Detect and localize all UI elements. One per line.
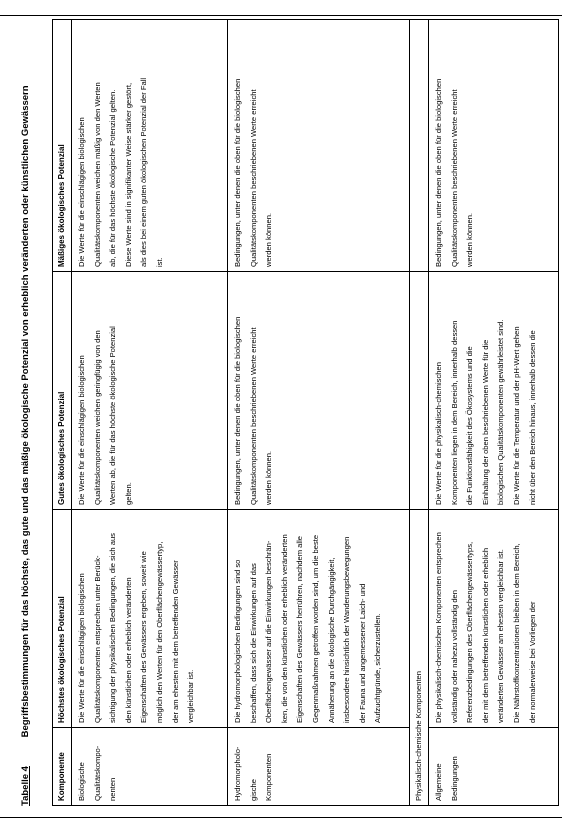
section-row — [410, 20, 429, 806]
cell-good: Die Werte für die physikalisch-chemischen Komponenten liegen in dem Bereich, innerhalb dessen die Funktionsfähigkeit des Ökosystems und die Einhaltung der oben beschriebenen Werte für die biologischen Qualitätskomponenten gewährleistet sind. Die Werte für die Temperatur und der pH-Wert gehen nicht über den Bereich hinaus, innerhalb dessen die — [429, 272, 559, 510]
cell-highest: Die hydromorphologischen Bedingungen sind so beschaffen, dass sich die Einwirkungen auf das Oberflächengewässer auf die Einwirkungen beschrän- ken, die von den künstlichen oder erheblich veränderten Eigenschaften des Gewässers herrühren, nachdem alle Gegenmaßnahmen getroffen worden sind, um die beste Annäherung an die ökologische Durchgängigkeit, insbesondere hinsichtlich der Wanderungsbewegungen der Fauna und angemessener Laich- und Aufzuchtgründe, sicherzustellen. — [228, 510, 410, 728]
cell-component: Biologische Qualitätskompo- nenten — [72, 728, 228, 806]
header-highest: Höchstes ökologisches Potenzial — [53, 510, 72, 728]
cell-highest: Die physikalisch-chemischen Komponenten entsprechen vollständig oder nahezu vollständig den Referenzbedingungen des Oberflächengewässertyps, der mit dem betreffenden künstlichen oder erheblich veränderten Gewässer am ehesten vergleichbar ist. Die Nährstoffkonzentrationen bleiben in dem Bereich, der normalerweise bei Vorliegen der — [429, 510, 559, 728]
cell-moderate: Bedingungen, unter denen die oben für die biologischen Qualitätskomponenten beschriebenen Werte erreicht werden können. — [429, 20, 559, 272]
table-row — [72, 20, 228, 806]
cell-component: Hydromorpholo- gische Komponenten — [228, 728, 410, 806]
cell-good: Die Werte für die einschlägigen biologischen Qualitätskomponenten weichen geringfügig von den Werten ab, die für das höchste ökologische Potenzial gelten. — [72, 272, 228, 510]
section-spacer — [410, 272, 429, 510]
cell-moderate: Bedingungen, unter denen die oben für die biologischen Qualitätskomponenten beschriebenen Werte erreicht werden können. — [228, 20, 410, 272]
header-row — [53, 20, 72, 806]
header-moderate: Mäßiges ökologisches Potenzial — [53, 20, 72, 272]
table-caption — [20, 46, 31, 806]
cell-component: Allgemeine Bedingungen — [429, 728, 559, 806]
page-frame-left — [0, 817, 562, 818]
cell-moderate: Die Werte für die einschlägigen biologischen Qualitätskomponenten weichen mäßig von den Werten ab, die für das höchste ökologische Potenzial gelten. Diese Werte sind in signifikanter Weise stärker gestört, als dies bei einem guten ökologischen Potenzial der Fall ist. — [72, 20, 228, 272]
table-row — [228, 20, 410, 806]
cell-good: Bedingungen, unter denen die oben für die biologischen Qualitätskomponenten beschriebenen Werte erreicht werden können. — [228, 272, 410, 510]
table-row — [429, 20, 559, 806]
cell-highest: Die Werte für die einschlägigen biologischen Qualitätskomponenten entsprechen unter Berück- sichtigung der physikalischen Bedingungen, die sich aus den künstlichen oder erheblich veränderten Eigenschaften des Gewässers ergeben, soweit wie möglich den Werten für den Oberflächengewässertyp, der am ehesten mit dem betreffenden Gewässer vergleichbar ist. — [72, 510, 228, 728]
section-spacer — [410, 20, 429, 272]
header-component: Komponente — [53, 728, 72, 806]
section-label: Physikalisch-chemische Komponenten — [410, 510, 429, 806]
definitions-table — [52, 19, 559, 806]
page-frame-right — [0, 15, 562, 16]
table-number: Tabelle 4 — [20, 766, 31, 806]
header-good: Gutes ökologisches Potenzial — [53, 272, 72, 510]
table-title: Begriffsbestimmungen für das höchste, das gute und das mäßige ökologische Potenzial von erheblich veränderten oder künstlichen Gewässern — [20, 85, 31, 738]
